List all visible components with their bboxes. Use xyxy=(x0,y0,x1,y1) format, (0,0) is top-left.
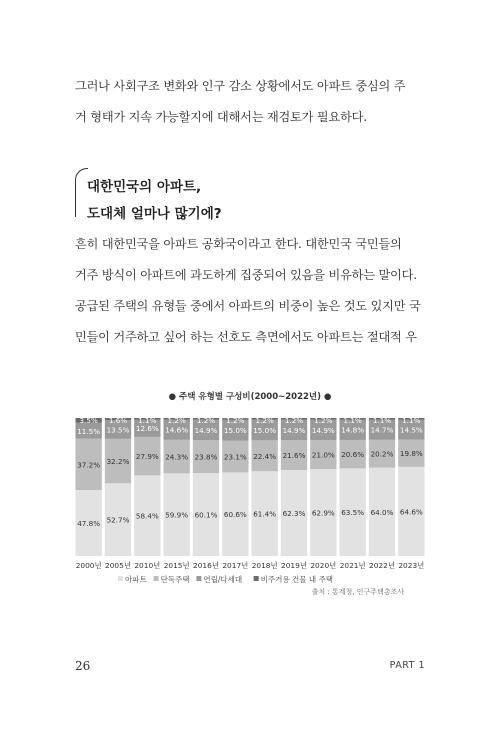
data-label: 27.9% xyxy=(135,452,159,462)
data-label: 15.0% xyxy=(253,426,277,436)
section-heading xyxy=(75,168,425,228)
data-label: 1.1% xyxy=(138,416,157,425)
legend-label: 연립/다세대 xyxy=(203,575,243,584)
legend-label: 아파트 xyxy=(125,575,147,584)
data-label: 22.4% xyxy=(253,451,277,461)
x-tick-label: 2016년 xyxy=(193,561,219,570)
data-label: 3.5% xyxy=(79,416,98,425)
legend-swatch xyxy=(254,576,259,581)
data-label: 63.5% xyxy=(341,508,365,518)
paragraph-line: 민들이 거주하고 싶어 하는 선호도 측면에서도 아파트는 절대적 우 xyxy=(75,330,417,344)
heading-line-2: 도대체 얼마나 많기에? xyxy=(87,206,222,222)
data-label: 19.8% xyxy=(399,449,423,459)
legend-swatch xyxy=(196,576,201,581)
legend-swatch xyxy=(118,576,123,581)
x-tick-label: 2010년 xyxy=(134,561,161,570)
data-label: 12.6% xyxy=(135,424,159,434)
data-label: 37.2% xyxy=(77,460,101,470)
heading-line-1: 대한민국의 아파트, xyxy=(87,179,202,195)
data-label: 64.6% xyxy=(399,507,423,517)
data-label: 64.0% xyxy=(370,507,394,517)
chart-source: 출처 : 통계청, 인구주택총조사 xyxy=(311,588,404,596)
data-label: 1.2% xyxy=(196,416,216,425)
data-label: 14.5% xyxy=(399,425,423,435)
data-label: 14.9% xyxy=(194,425,218,435)
paragraph-line: 거 형태가 지속 가능할지에 대해서는 재검토가 필요하다. xyxy=(75,110,367,124)
data-label: 23.8% xyxy=(194,452,218,462)
paragraph-body xyxy=(75,229,425,353)
data-label: 60.6% xyxy=(223,510,247,520)
data-label: 1.1% xyxy=(372,416,392,425)
chart-title: ● 주택 유형별 구성비(2000~2022년) ● xyxy=(168,392,332,402)
x-tick-label: 2015년 xyxy=(163,561,190,570)
data-label: 21.6% xyxy=(282,451,306,461)
paragraph-line: 거주 방식이 아파트에 과도하게 집중되어 있음을 비유하는 말이다. xyxy=(75,268,417,282)
data-label: 20.6% xyxy=(341,450,365,460)
data-label: 24.3% xyxy=(165,452,189,462)
housing-type-chart xyxy=(70,390,430,620)
data-label: 1.2% xyxy=(314,416,333,425)
data-label: 59.9% xyxy=(165,510,189,520)
data-label: 21.0% xyxy=(311,450,335,460)
chart-svg xyxy=(70,390,430,620)
data-label: 1.2% xyxy=(284,416,304,425)
paragraph-intro xyxy=(75,71,425,133)
data-label: 32.2% xyxy=(106,457,130,467)
page-number: 26 xyxy=(75,659,91,673)
data-label: 52.7% xyxy=(106,515,130,525)
x-tick-label: 2017년 xyxy=(222,561,249,570)
data-label: 14.9% xyxy=(282,425,306,435)
legend-label: 비주거용 건물 내 주택 xyxy=(260,575,333,584)
data-label: 62.3% xyxy=(282,509,306,519)
x-tick-label: 2021년 xyxy=(339,561,366,570)
data-label: 1.2% xyxy=(255,416,274,425)
x-tick-label: 2023년 xyxy=(398,561,425,570)
x-tick-label: 2020년 xyxy=(310,561,337,570)
data-label: 14.8% xyxy=(341,425,365,435)
data-label: 14.7% xyxy=(370,425,394,435)
x-tick-label: 2018년 xyxy=(251,561,278,570)
paragraph-line: 흔히 대한민국을 아파트 공화국이라고 한다. 대한민국 국민들의 xyxy=(75,237,402,251)
data-label: 1.1% xyxy=(343,416,362,425)
data-label: 1.2% xyxy=(226,416,245,426)
data-label: 23.1% xyxy=(223,452,247,462)
data-label: 13.5% xyxy=(106,425,130,435)
data-label: 1.1% xyxy=(402,416,421,425)
data-label: 14.6% xyxy=(165,425,189,435)
data-label: 60.1% xyxy=(194,510,218,520)
paragraph-line: 공급된 주택의 유형들 중에서 아파트의 비중이 높은 것도 있지만 국 xyxy=(75,299,421,313)
data-label: 1.2% xyxy=(167,416,186,425)
x-tick-label: 2000년 xyxy=(75,561,102,570)
x-tick-label: 2005년 xyxy=(105,561,131,570)
data-label: 15.0% xyxy=(223,426,247,436)
data-label: 20.2% xyxy=(370,449,394,459)
paragraph-line: 그러나 사회구조 변화와 인구 감소 상황에서도 아파트 중심의 주 xyxy=(75,79,406,93)
data-label: 62.9% xyxy=(311,508,335,518)
data-label: 61.4% xyxy=(253,509,277,519)
x-tick-label: 2022년 xyxy=(369,561,395,570)
data-label: 1.6% xyxy=(108,416,128,425)
legend-label: 단독주택 xyxy=(160,575,190,584)
data-label: 58.4% xyxy=(135,511,159,521)
x-tick-label: 2019년 xyxy=(281,561,307,570)
legend-swatch xyxy=(154,576,159,581)
data-label: 14.9% xyxy=(311,425,335,435)
part-label: PART 1 xyxy=(389,660,425,671)
data-label: 47.8% xyxy=(77,519,101,529)
data-label: 11.5% xyxy=(77,426,101,436)
